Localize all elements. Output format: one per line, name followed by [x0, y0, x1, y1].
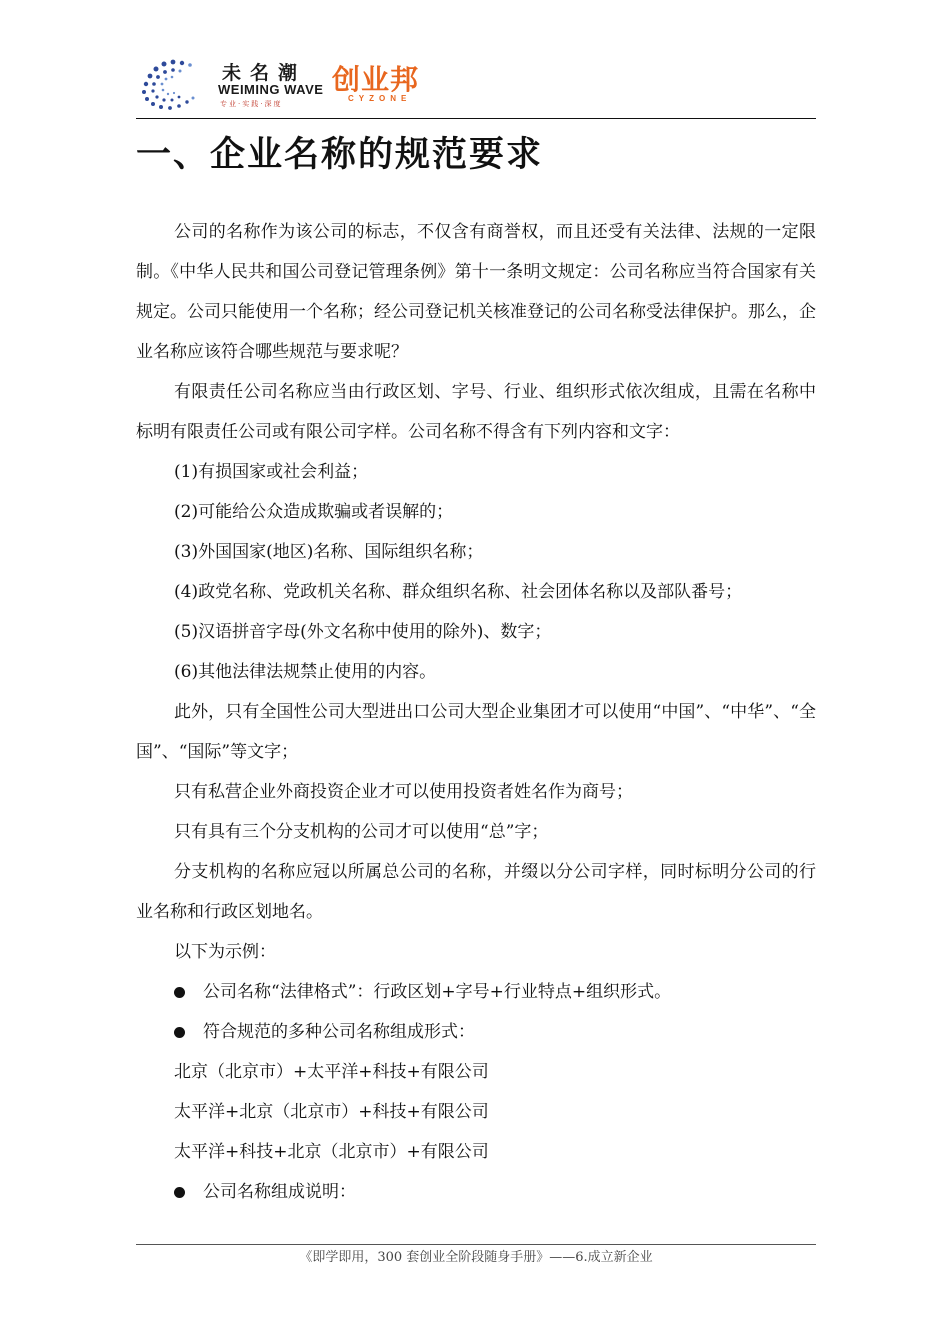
- example-line: 北京（北京市）+太平洋+科技+有限公司: [174, 1062, 489, 1082]
- list-item: (6)其他法律法规禁止使用的内容。: [174, 662, 437, 682]
- paragraph-examples: 以下为示例：: [174, 942, 276, 962]
- list-item: (1)有损国家或社会利益；: [174, 462, 369, 482]
- logo-slogan: 专业·实践·深度: [220, 100, 283, 108]
- bullet-item: [136, 1172, 816, 1212]
- bullet-dot-icon: [174, 1187, 185, 1198]
- bullet-dot-icon: [174, 1027, 185, 1038]
- section-title: 一、企业名称的规范要求: [136, 135, 544, 175]
- list-item: (3)外国国家(地区)名称、国际组织名称；: [174, 542, 484, 562]
- bullet-item: [136, 972, 816, 1012]
- footer-divider: [136, 1244, 816, 1245]
- list-item: (4)政党名称、党政机关名称、群众组织名称、社会团体名称以及部队番号；: [174, 582, 743, 602]
- paragraph-branch-name: 分支机构的名称应冠以所属总公司的名称，并缀以分公司字样，同时标明分公司的行业名称和行政区划地名。: [136, 862, 816, 922]
- paragraph-private: 只有私营企业外商投资企业才可以使用投资者姓名作为商号；: [174, 782, 633, 802]
- page-footer: 《即学即用，300 套创业全阶段随身手册》——6.成立新企业: [299, 1250, 653, 1265]
- paragraph-national: 此外，只有全国性公司大型进出口公司大型企业集团才可以使用“中国”、“中华”、“全国”、“国际”等文字；: [136, 702, 816, 762]
- cyzone-logo-english: CYZONE: [348, 94, 412, 103]
- bullet-dot-icon: [174, 987, 185, 998]
- cyzone-logo: 创业邦: [332, 63, 420, 96]
- example-line: 太平洋+科技+北京（北京市）+有限公司: [174, 1142, 489, 1162]
- paragraph-intro: 公司的名称作为该公司的标志，不仅含有商誉权，而且还受有关法律、法规的一定限制。《中华人民共和国公司登记管理条例》第十一条明文规定：公司名称应当符合国家有关规定。公司只能使用一个名称；经公司登记机关核准登记的公司名称受法律保护。那么，企业名称应该符合哪些规范与要求呢？: [136, 222, 816, 362]
- logo-english-name: WEIMING WAVE: [218, 82, 324, 97]
- logo-chinese-name: 未名潮: [222, 62, 307, 84]
- document-body: [136, 212, 816, 1212]
- page-header: [136, 54, 816, 118]
- bullet-text: 符合规范的多种公司名称组成形式：: [203, 1022, 475, 1042]
- bullet-text: 公司名称“法律格式”：行政区划+字号+行业特点+组织形式。: [203, 982, 672, 1002]
- bullet-text: 公司名称组成说明：: [203, 1182, 356, 1202]
- paragraph-branches: 只有具有三个分支机构的公司才可以使用“总”字；: [174, 822, 549, 842]
- example-line: 太平洋+北京（北京市）+科技+有限公司: [174, 1102, 489, 1122]
- list-item: (2)可能给公众造成欺骗或者误解的；: [174, 502, 454, 522]
- list-item: (5)汉语拼音字母(外文名称中使用的除外)、数字；: [174, 622, 552, 642]
- wave-logo-icon: [136, 54, 212, 112]
- paragraph-composition: 有限责任公司名称应当由行政区划、字号、行业、组织形式依次组成，且需在名称中标明有限责任公司或有限公司字样。公司名称不得含有下列内容和文字：: [136, 382, 816, 442]
- header-divider: [136, 118, 816, 119]
- bullet-item: [136, 1012, 816, 1052]
